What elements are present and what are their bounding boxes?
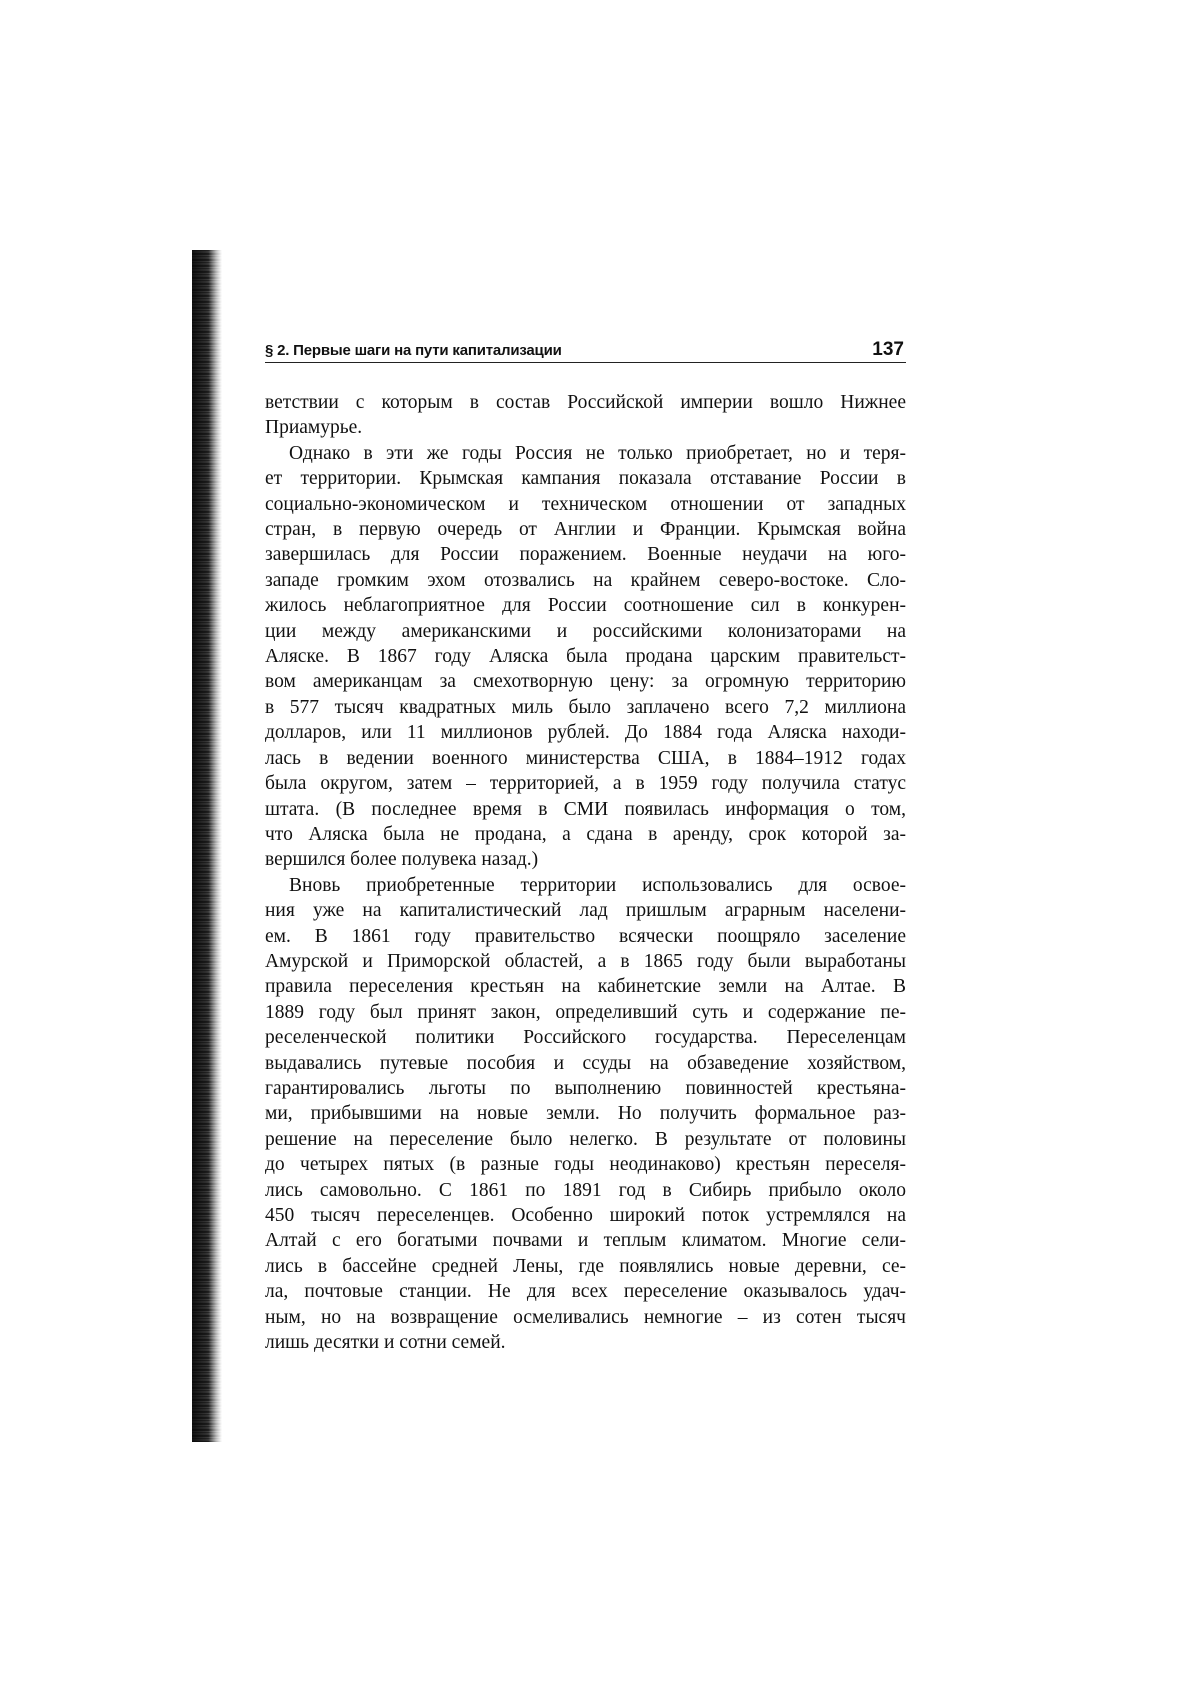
text-line: ла, почтовые станции. Не для всех переселение оказывалось удач-: [265, 1281, 906, 1303]
text-line: ным, но на возвращение осмеливались немногие – из сотен тысяч: [265, 1306, 906, 1328]
text-line: была округом, затем – территорией, а в 1959 году получила статус: [265, 773, 906, 795]
text-line: Алтай с его богатыми почвами и теплым климатом. Многие сели-: [265, 1230, 906, 1252]
text-line: ми, прибывшими на новые земли. Но получить формальное раз-: [265, 1103, 906, 1125]
text-line: вом американцам за смехотворную цену: за огромную территорию: [265, 671, 906, 693]
text-line: ем. В 1861 году правительство всячески поощряло заселение: [265, 925, 906, 947]
text-line: штата. (В последнее время в СМИ появилась информация о том,: [265, 798, 906, 820]
text-line: лишь десятки и сотни семей.: [265, 1332, 506, 1354]
text-line: лись самовольно. С 1861 по 1891 год в Сибирь прибыло около: [265, 1179, 906, 1201]
text-line: долларов, или 11 миллионов рублей. До 1884 года Аляска находи-: [265, 722, 906, 744]
text-line: Приамурье.: [265, 417, 363, 439]
text-line: завершилась для России поражением. Военные неудачи на юго-: [265, 544, 906, 566]
paragraph: [265, 441, 906, 873]
text-line: Аляске. В 1867 году Аляска была продана царским правительст-: [265, 646, 906, 668]
text-line: ния уже на капиталистический лад пришлым аграрным населени-: [265, 900, 906, 922]
text-line: что Аляска была не продана, а сдана в аренду, срок которой за-: [265, 823, 906, 845]
text-line: Однако в эти же годы Россия не только приобретает, но и теря-: [289, 442, 906, 464]
text-line: западе громким эхом отозвались на крайнем северо-востоке. Сло-: [265, 569, 906, 591]
text-line: реселенческой политики Российского государства. Переселенцам: [265, 1027, 906, 1049]
text-line: выдавались путевые пособия и ссуды на обзаведение хозяйством,: [265, 1052, 906, 1074]
text-line: Амурской и Приморской областей, а в 1865 году были выработаны: [265, 950, 906, 972]
text-line: ции между американскими и российскими колонизаторами на: [265, 620, 906, 642]
paragraph: [265, 873, 906, 1356]
text-line: лась в ведении военного министерства США, в 1884–1912 годах: [265, 747, 906, 769]
running-header: [265, 338, 906, 363]
scan-binding-shadow: [192, 250, 222, 1442]
text-line: жилось неблагоприятное для России соотношение сил в конкурен-: [265, 595, 906, 617]
text-line: ветствии с которым в состав Российской империи вошло Нижнее: [265, 392, 906, 413]
text-line: решение на переселение было нелегко. В результате от половины: [265, 1128, 906, 1150]
text-line: Вновь приобретенные территории использовались для освое-: [289, 874, 906, 896]
text-line: в 577 тысяч квадратных миль было заплачено всего 7,2 миллиона: [265, 696, 906, 718]
text-line: ет территории. Крымская кампания показала отставание России в: [265, 468, 906, 490]
text-line: до четырех пятых (в разные годы неодинаково) крестьян переселя-: [265, 1154, 906, 1176]
page-number: 137: [872, 339, 904, 360]
running-title: § 2. Первые шаги на пути капитализации: [265, 342, 562, 359]
text-line: правила переселения крестьян на кабинетские земли на Алтае. В: [265, 976, 906, 998]
text-line: стран, в первую очередь от Англии и Франции. Крымская война: [265, 519, 906, 541]
text-line: 1889 году был принят закон, определивший суть и содержание пе-: [265, 1001, 906, 1023]
text-line: социально-экономическом и техническом отношении от западных: [265, 493, 906, 515]
text-line: 450 тысяч переселенцев. Особенно широкий поток устремлялся на: [265, 1205, 906, 1226]
text-body: [265, 390, 906, 1355]
paragraph: [265, 390, 906, 441]
text-line: вершился более полувека назад.): [265, 849, 539, 871]
text-line: гарантировались льготы по выполнению повинностей крестьяна-: [265, 1077, 906, 1099]
text-line: лись в бассейне средней Лены, где появлялись новые деревни, се-: [265, 1255, 906, 1277]
